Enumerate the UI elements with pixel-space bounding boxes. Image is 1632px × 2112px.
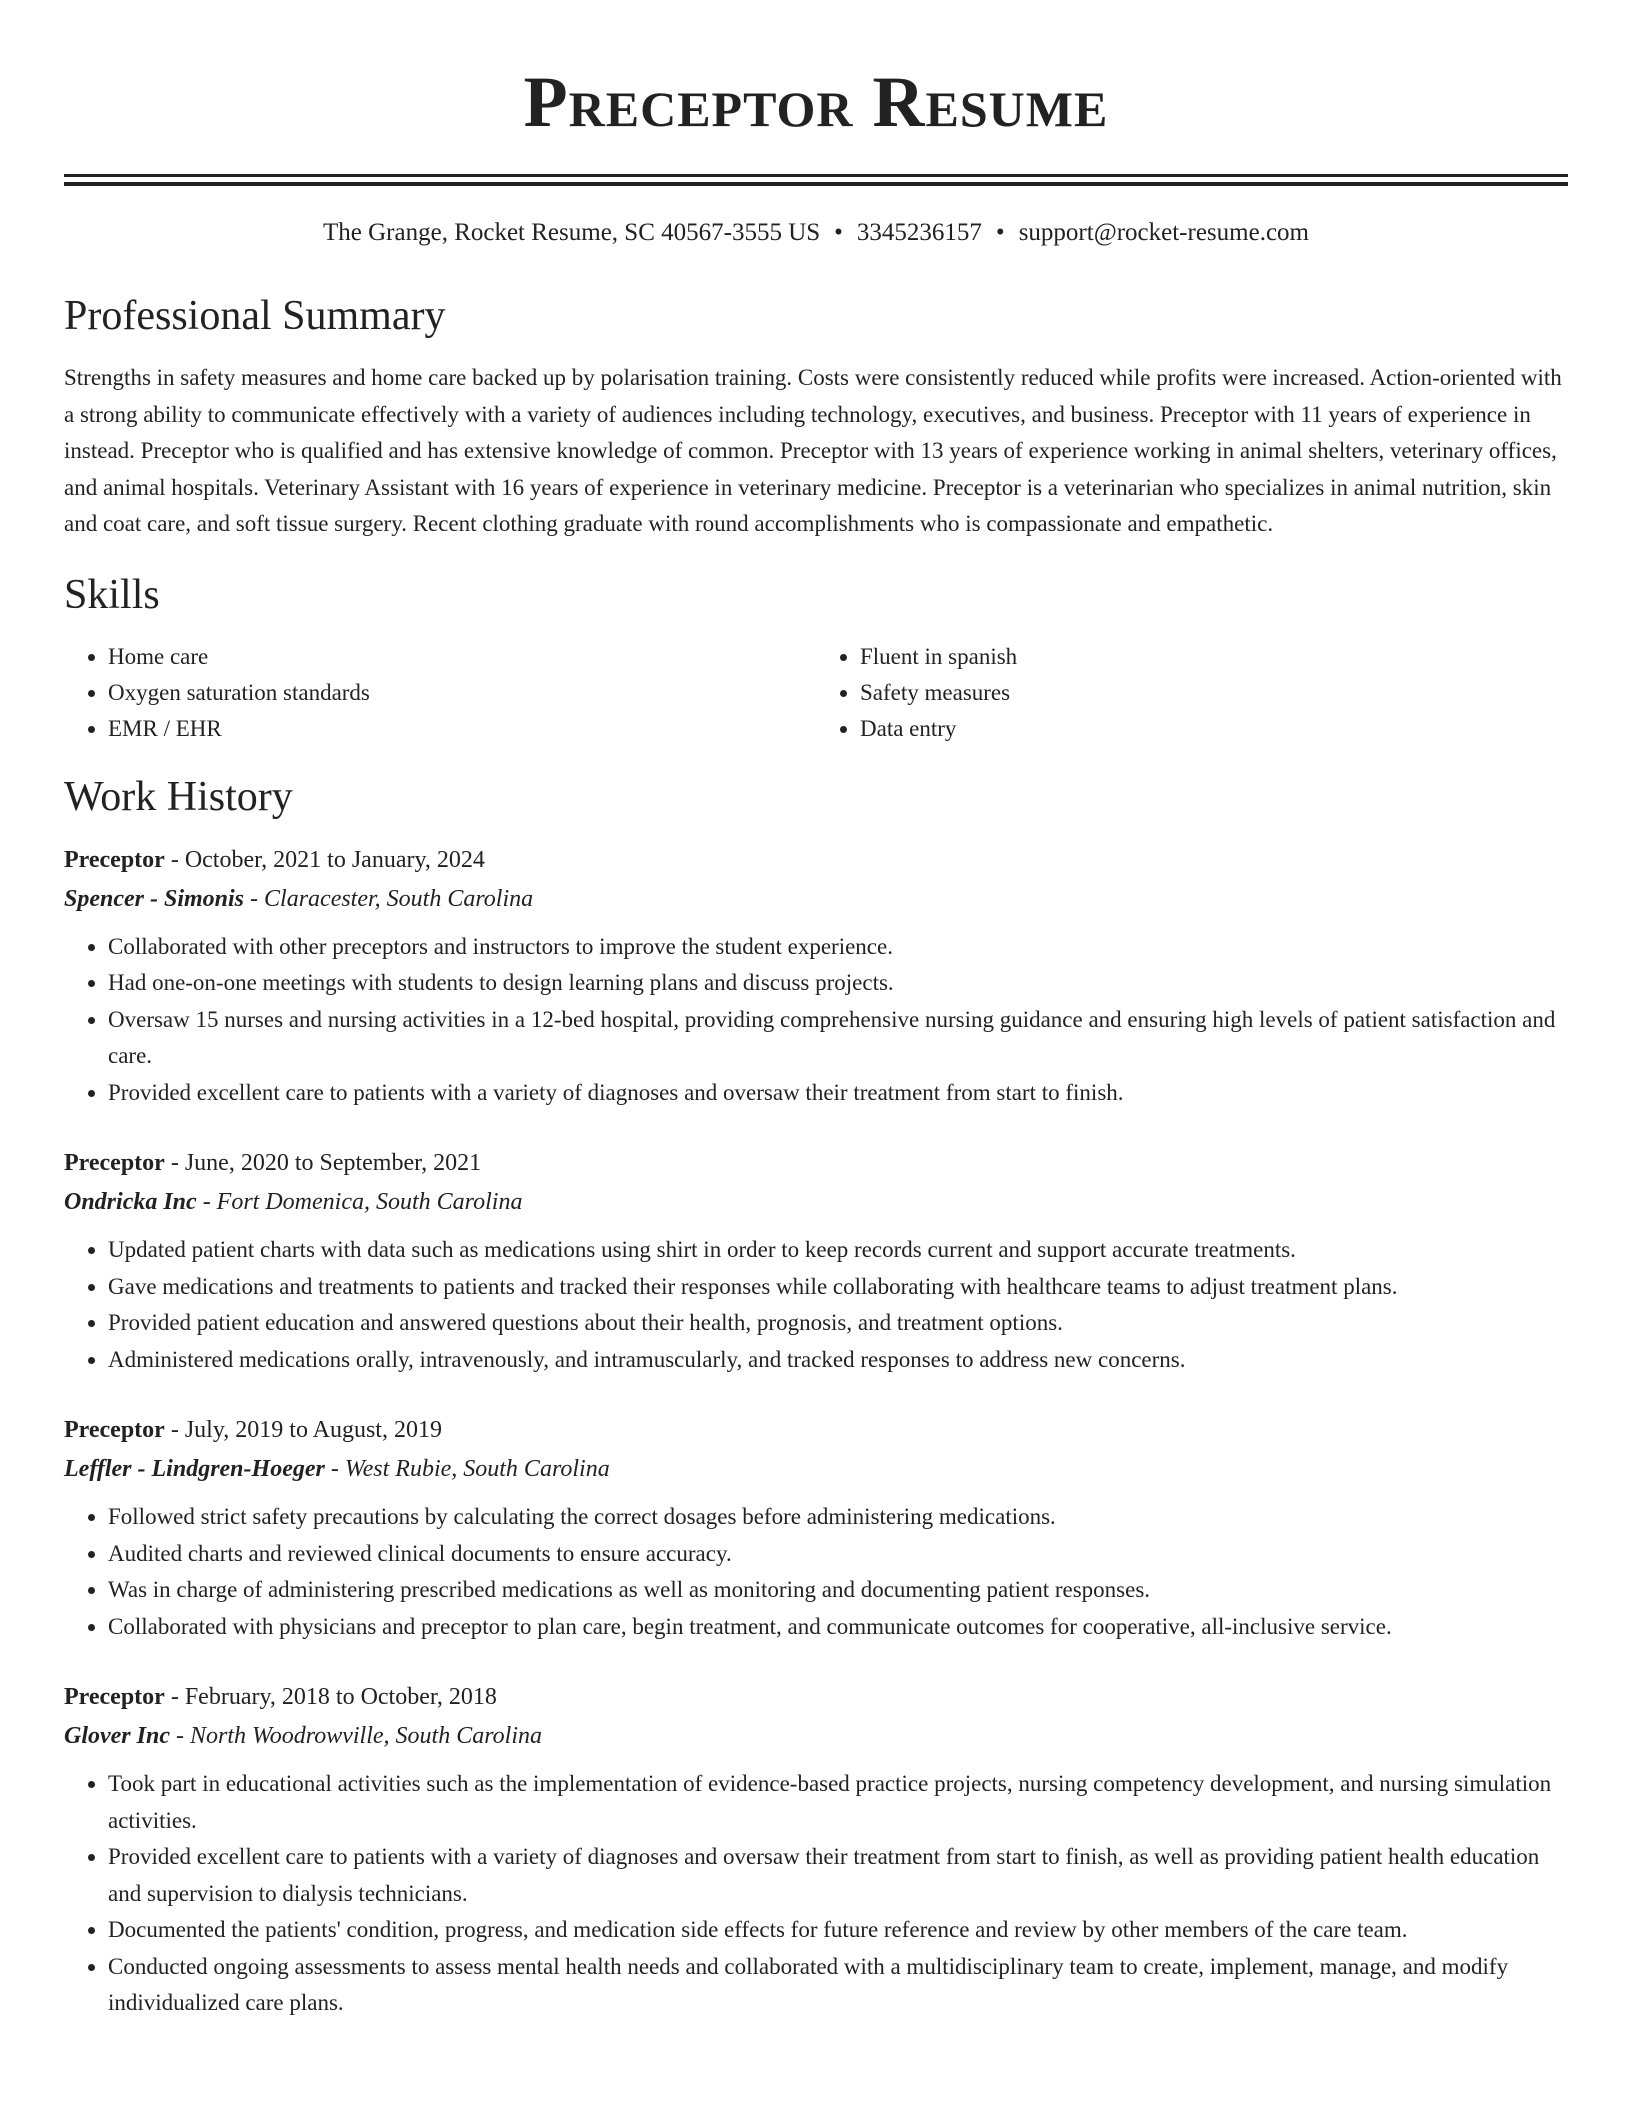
- job-bullet: • Took part in educational activities such as the implementation of evidence-based practice projects, nursing competency development, and nursing simulation activities.: [108, 1766, 1568, 1839]
- job-bullet: • Collaborated with other preceptors and instructors to improve the student experience.: [108, 929, 1568, 966]
- job-dates: - October, 2021 to January, 2024: [164, 846, 485, 873]
- skills-column-left: [64, 639, 816, 747]
- job-bullet: • Collaborated with physicians and preceptor to plan care, begin treatment, and communicate outcomes for cooperative, all-inclusive service.: [108, 1609, 1568, 1646]
- job-location: - West Rubie, South Carolina: [324, 1456, 610, 1482]
- job-location: - Fort Domenica, South Carolina: [196, 1189, 523, 1215]
- job-bullets: [64, 1499, 1568, 1645]
- skill-item: • Home care: [108, 639, 816, 675]
- skills-list: [64, 639, 1568, 747]
- summary-heading: Professional Summary: [64, 293, 446, 339]
- job-bullet: • Audited charts and reviewed clinical documents to ensure accuracy.: [108, 1536, 1568, 1573]
- contact-line: [64, 216, 1568, 250]
- job-header: [64, 841, 1568, 879]
- summary-text: Strengths in safety measures and home care backed up by polarisation training. Costs were consistently reduced while profits were increased. Action-oriented with a strong ability to communicate effectively with a variety of audiences including technology, executives, and business. Preceptor with 11 years of experience in instead. Preceptor who is qualified and has extensive knowledge of common. Preceptor with 13 years of experience working in animal shelters, veterinary offices, and animal hospitals. Veterinary Assistant with 16 years of experience in veterinary medicine. Preceptor is a veterinarian who specializes in animal nutrition, skin and coat care, and soft tissue surgery. Recent clothing graduate with round accomplishments who is compassionate and empathetic.: [64, 365, 1562, 536]
- skill-item: • Fluent in spanish: [860, 639, 1568, 675]
- job-entry: [64, 841, 1568, 1112]
- job-bullet: • Followed strict safety precautions by calculating the correct dosages before administering medications.: [108, 1499, 1568, 1536]
- skill-item: • Data entry: [860, 711, 1568, 747]
- job-bullet: • Oversaw 15 nurses and nursing activities in a 12-bed hospital, providing comprehensive nursing guidance and ensuring high levels of patient satisfaction and care.: [108, 1002, 1568, 1075]
- job-dates: - July, 2019 to August, 2019: [164, 1417, 442, 1443]
- contact-separator: •: [834, 219, 843, 246]
- job-company: Ondricka Inc: [64, 1189, 197, 1215]
- job-company: Spencer - Simonis: [64, 885, 245, 912]
- title-divider-top: [64, 174, 1568, 177]
- job-header: [64, 1144, 1568, 1182]
- job-title: Preceptor: [64, 1150, 165, 1176]
- skill-item: • Safety measures: [860, 675, 1568, 711]
- job-employer: [64, 1716, 1568, 1756]
- job-bullet: • Provided excellent care to patients with a variety of diagnoses and oversaw their treatment from start to finish, as well as providing patient health education and supervision to dialysis technicians.: [108, 1839, 1568, 1912]
- job-dates: - February, 2018 to October, 2018: [164, 1684, 497, 1710]
- job-bullet: • Provided excellent care to patients with a variety of diagnoses and oversaw their treatment from start to finish.: [108, 1075, 1568, 1112]
- job-company: Leffler - Lindgren-Hoeger: [64, 1456, 325, 1482]
- job-dates: - June, 2020 to September, 2021: [164, 1150, 482, 1176]
- contact-address: The Grange, Rocket Resume, SC 40567-3555 US: [323, 219, 821, 246]
- job-bullet: • Provided patient education and answered questions about their health, prognosis, and treatment options.: [108, 1305, 1568, 1342]
- contact-phone: 3345236157: [856, 219, 982, 246]
- job-entry: [64, 1678, 1568, 2022]
- skills-heading: Skills: [64, 571, 160, 618]
- job-bullet: • Had one-on-one meetings with students to design learning plans and discuss projects.: [108, 965, 1568, 1002]
- job-title: Preceptor: [64, 1417, 165, 1443]
- contact-email: support@rocket-resume.com: [1018, 219, 1309, 246]
- job-employer: [64, 1182, 1568, 1222]
- resume-title: Preceptor Resume: [523, 62, 1109, 142]
- job-bullet: • Documented the patients' condition, progress, and medication side effects for future reference and review by other members of the care team.: [108, 1912, 1568, 1949]
- job-bullet: • Gave medications and treatments to patients and tracked their responses while collaborating with healthcare teams to adjust treatment plans.: [108, 1269, 1568, 1306]
- job-title: Preceptor: [64, 1684, 165, 1710]
- job-employer: [64, 879, 1568, 919]
- job-title: Preceptor: [64, 846, 165, 873]
- job-bullet: • Was in charge of administering prescribed medications as well as monitoring and documenting patient responses.: [108, 1572, 1568, 1609]
- job-header: [64, 1678, 1568, 1716]
- job-location: - North Woodrowville, South Carolina: [169, 1723, 543, 1749]
- contact-separator: •: [995, 219, 1005, 246]
- job-employer: [64, 1449, 1568, 1489]
- job-bullets: [64, 1766, 1568, 2022]
- skill-item: • EMR / EHR: [108, 711, 816, 747]
- skills-column-right: [816, 639, 1568, 747]
- work-history-heading: Work History: [64, 773, 293, 820]
- job-company: Glover Inc: [64, 1723, 170, 1749]
- job-location: - Claracester, South Carolina: [244, 885, 534, 912]
- job-bullet: • Administered medications orally, intravenously, and intramuscularly, and tracked responses to address new concerns.: [108, 1342, 1568, 1379]
- title-divider-bottom: [64, 182, 1568, 186]
- job-bullet: • Updated patient charts with data such as medications using shirt in order to keep records current and support accurate treatments.: [108, 1232, 1568, 1269]
- skill-item: • Oxygen saturation standards: [108, 675, 816, 711]
- job-entry: [64, 1144, 1568, 1378]
- job-bullets: [64, 929, 1568, 1112]
- job-bullet: • Conducted ongoing assessments to assess mental health needs and collaborated with a multidisciplinary team to create, implement, manage, and modify individualized care plans.: [108, 1949, 1568, 2022]
- job-header: [64, 1411, 1568, 1449]
- job-entry: [64, 1411, 1568, 1645]
- job-bullets: [64, 1232, 1568, 1378]
